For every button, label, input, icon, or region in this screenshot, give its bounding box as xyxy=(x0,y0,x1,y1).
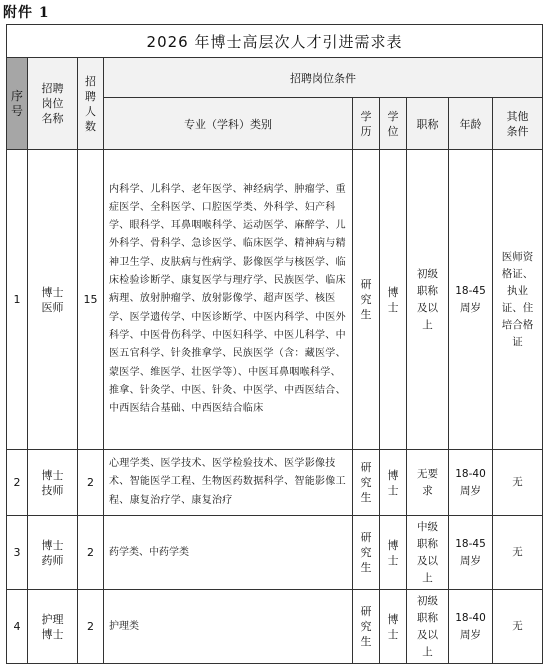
row-title: 中级 职称 及以 上 xyxy=(407,516,449,590)
row-seq: 4 xyxy=(7,590,28,664)
row-age: 18-45 周岁 xyxy=(449,516,493,590)
row-count: 2 xyxy=(78,590,104,664)
row-other: 无 xyxy=(493,590,543,664)
row-count: 15 xyxy=(78,150,104,450)
row-major: 心理学类、医学技术、医学检验技术、医学影像技术、智能医学工程、生物医药数据科学、智能影像工程、康复治疗学、康复治疗 xyxy=(104,450,353,516)
row-seq: 2 xyxy=(7,450,28,516)
row-seq: 3 xyxy=(7,516,28,590)
row-education: 研 究 生 xyxy=(353,450,380,516)
table-title: 2026 年博士高层次人才引进需求表 xyxy=(7,25,543,58)
talent-demand-table xyxy=(6,24,543,664)
row-age: 18-45 周岁 xyxy=(449,150,493,450)
row-title: 无要 求 xyxy=(407,450,449,516)
header-seq: 序 号 xyxy=(7,58,28,150)
row-degree: 博 士 xyxy=(380,590,407,664)
header-conditions: 招聘岗位条件 xyxy=(104,58,543,98)
row-major: 内科学、儿科学、老年医学、神经病学、肿瘤学、重症医学、全科医学、口腔医学类、外科学、妇产科学、眼科学、耳鼻咽喉科学、运动医学、麻醉学、儿外科学、骨科学、急诊医学、临床医学、精神病与精神卫生学、皮肤病与性病学、影像医学与核医学、临床检验诊断学、康复医学与理疗学、民族医学、临床病理、放射肿瘤学、放射影像学、超声医学、核医学、医学遗传学、中医诊断学、中医内科学、中医外科学、中医骨伤科学、中医妇科学、中医儿科学、中医五官科学、针灸推拿学、民族医学（含：藏医学、蒙医学、维医学、壮医学等）、中医耳鼻咽喉科学、推拿、针灸学、中医、针灸、中医学、中西医结合、中西医结合基础、中西医结合临床 xyxy=(104,150,353,450)
row-education: 研 究 生 xyxy=(353,590,380,664)
row-position: 博士 技师 xyxy=(28,450,78,516)
row-degree: 博 士 xyxy=(380,450,407,516)
row-position: 博士 医师 xyxy=(28,150,78,450)
header-age: 年龄 xyxy=(449,98,493,150)
row-count: 2 xyxy=(78,516,104,590)
table-row xyxy=(7,450,543,516)
row-degree: 博 士 xyxy=(380,516,407,590)
table-row xyxy=(7,590,543,664)
row-major: 药学类、中药学类 xyxy=(104,516,353,590)
row-seq: 1 xyxy=(7,150,28,450)
row-other: 无 xyxy=(493,516,543,590)
attachment-label: 附件 1 xyxy=(3,5,50,21)
row-education: 研 究 生 xyxy=(353,516,380,590)
row-other: 无 xyxy=(493,450,543,516)
header-count: 招 聘 人 数 xyxy=(78,58,104,150)
header-education: 学 历 xyxy=(353,98,380,150)
header-degree: 学 位 xyxy=(380,98,407,150)
row-major: 护理类 xyxy=(104,590,353,664)
table-row xyxy=(7,150,543,450)
row-degree: 博 士 xyxy=(380,150,407,450)
row-count: 2 xyxy=(78,450,104,516)
header-other: 其他 条件 xyxy=(493,98,543,150)
row-education: 研 究 生 xyxy=(353,150,380,450)
row-title: 初级 职称 及以 上 xyxy=(407,590,449,664)
row-position: 护理 博士 xyxy=(28,590,78,664)
header-major: 专业（学科）类别 xyxy=(104,98,353,150)
row-age: 18-40 周岁 xyxy=(449,450,493,516)
row-other: 医师资 格证、 执业 证、住 培合格 证 xyxy=(493,150,543,450)
table-row xyxy=(7,516,543,590)
header-position: 招聘 岗位 名称 xyxy=(28,58,78,150)
header-title: 职称 xyxy=(407,98,449,150)
row-age: 18-40 周岁 xyxy=(449,590,493,664)
row-title: 初级 职称 及以 上 xyxy=(407,150,449,450)
row-position: 博士 药师 xyxy=(28,516,78,590)
